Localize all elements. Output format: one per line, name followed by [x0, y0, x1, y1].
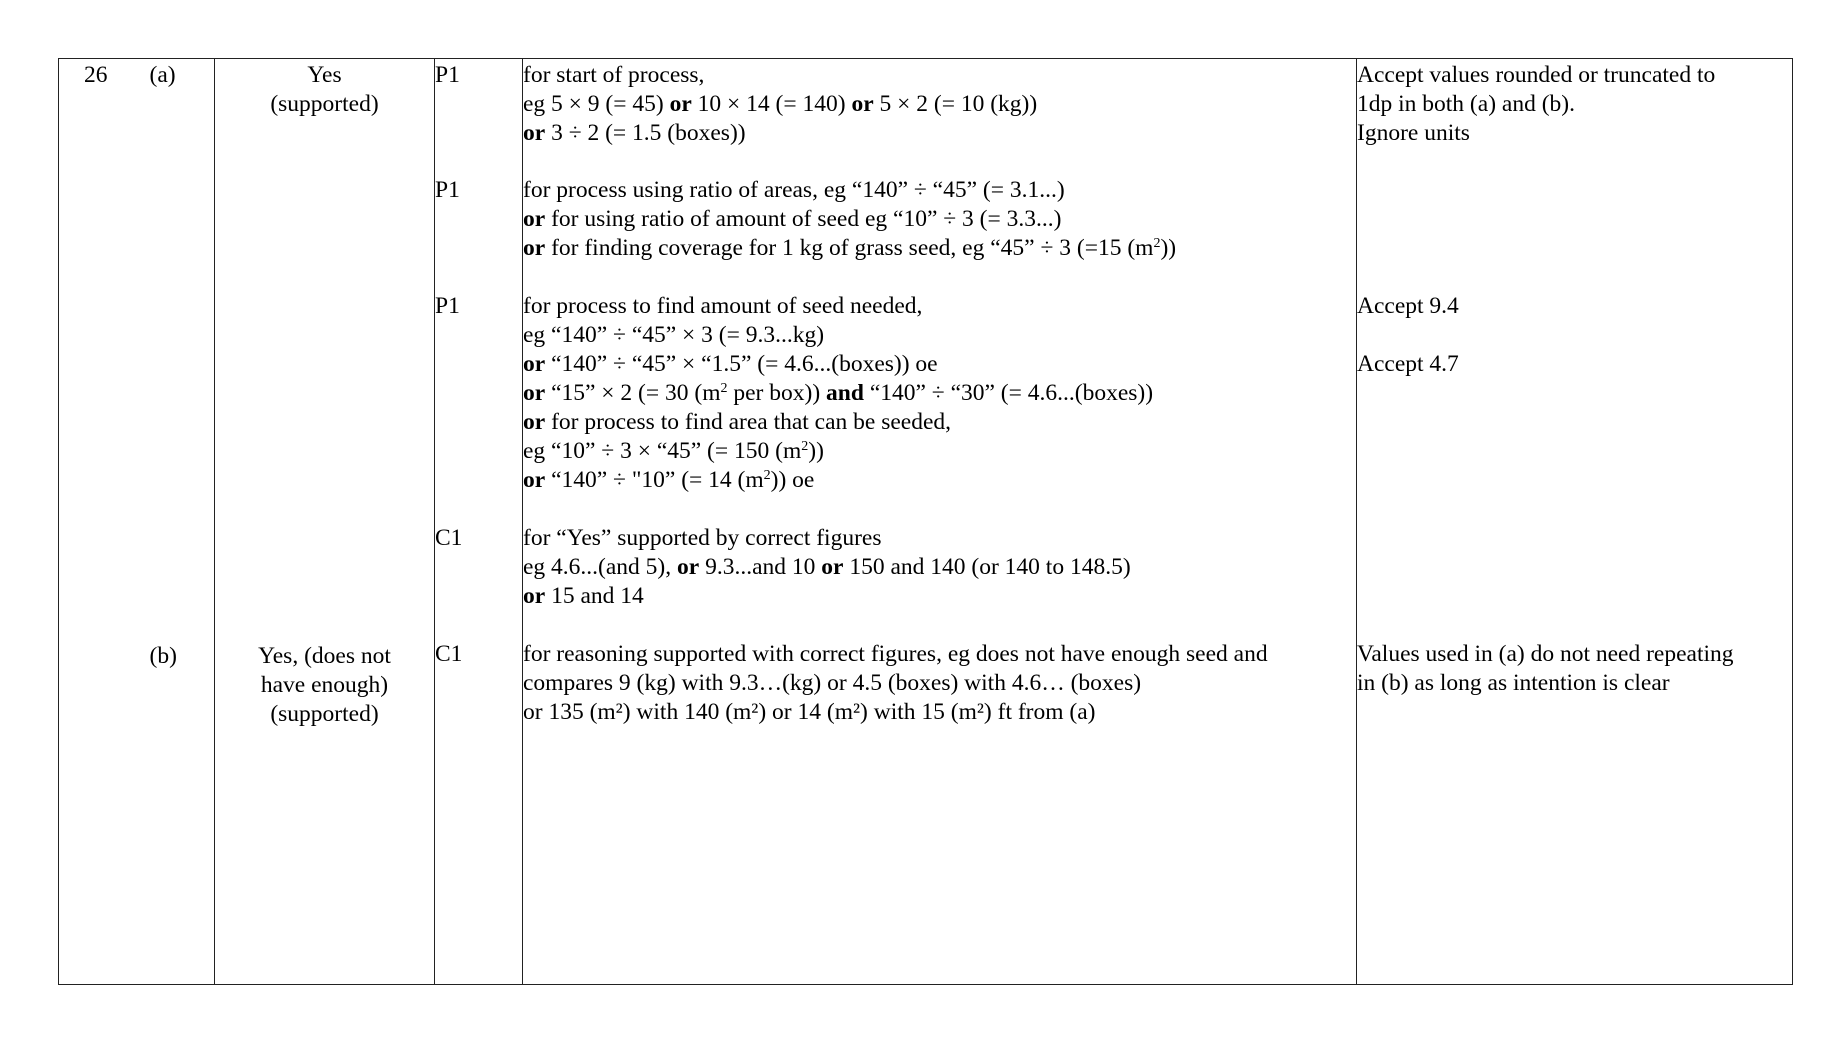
- mark-p1-seed: P1: [435, 293, 460, 319]
- criteria-cell: [523, 59, 1357, 985]
- mark-scheme-table: [58, 58, 1793, 985]
- mark-c1-reasoning: C1: [435, 641, 463, 667]
- answer-cell: [215, 59, 435, 985]
- note-empty: [1357, 174, 1792, 290]
- note-empty-2: [1357, 522, 1792, 638]
- part-b-label: (b): [149, 643, 177, 669]
- criterion-reasoning: for reasoning supported with correct figures, eg does not have enough seed and compares 9 (kg) with 9.3…(kg) or 4.5 (boxes) with 4.6… (boxes) or 135 (m²) with 140 (m²) or 14 (m²) with 15 (m²) ft from (a): [523, 641, 1268, 725]
- mark-p1-start: P1: [435, 62, 460, 88]
- question-number-cell: [59, 59, 143, 985]
- part-a-label: (a): [149, 62, 176, 88]
- criterion-ratio-of-areas: for process using ratio of areas, eg “140” ÷ “45” (= 3.1...) or for using ratio of amount of seed eg “10” ÷ 3 (= 3.3...) or for finding coverage for 1 kg of grass seed, eg “45” ÷ 3 (=15 $(m^2)$): [523, 177, 1177, 261]
- marks-cell: [435, 59, 523, 985]
- criterion-start-of-process: for start of process, eg 5 × 9 (= 45) or 10 × 14 (= 140) or 5 × 2 (= 10 (kg)) or 3 ÷ 2 (= 1.5 (boxes)): [523, 62, 1038, 146]
- question-number: 26: [84, 62, 108, 88]
- part-cell: [143, 59, 215, 985]
- criterion-amount-of-seed: for process to find amount of seed needed, eg “140” ÷ “45” × 3 (= 9.3...kg) or “140” ÷ “45” × “1.5” (= 4.6...(boxes)) oe or “15” × 2 (= 30 ($m^2$ per box)) and “140” ÷ “30” (= 4.6...(boxes)) or for process to find area that can be seeded, eg “10” ÷ 3 × “45” (= 150 $(m^2)$) or “140” ÷ "10” (= 14 $(m^2)$) oe: [523, 293, 1154, 493]
- part-a-answer: Yes (supported): [270, 62, 379, 117]
- notes-cell: [1357, 59, 1793, 985]
- mark-p1-ratio: P1: [435, 177, 460, 203]
- criterion-yes-supported: for “Yes” supported by correct figures eg 4.6...(and 5), or 9.3...and 10 or 150 and 140 (or 140 to 148.5) or 15 and 14: [523, 525, 1131, 609]
- part-b-answer: Yes, (does not have enough) (supported): [258, 643, 391, 727]
- mark-c1-yes: C1: [435, 525, 463, 551]
- note-rounding: Accept values rounded or truncated to 1dp in both (a) and (b). Ignore units: [1357, 62, 1716, 146]
- note-accept-values: Accept 9.4 Accept 4.7: [1357, 293, 1459, 377]
- note-repeating-values: Values used in (a) do not need repeating in (b) as long as intention is clear: [1357, 641, 1734, 696]
